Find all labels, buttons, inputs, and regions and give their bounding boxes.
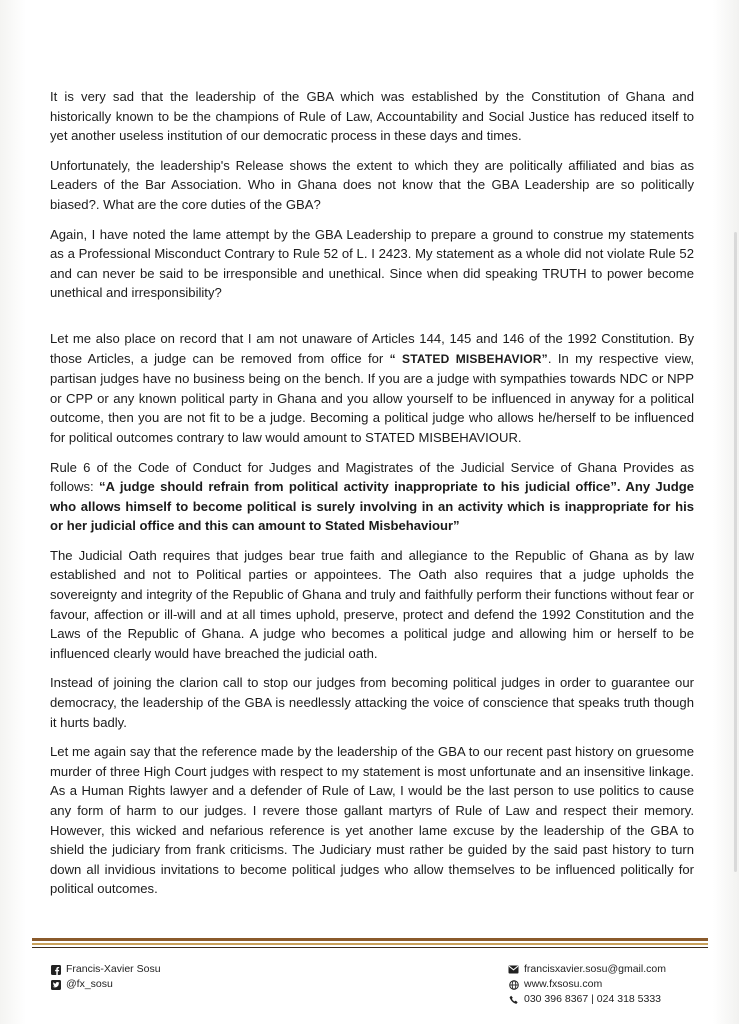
footer-divider-dark [32, 938, 708, 941]
website-url: www.fxsosu.com [524, 978, 603, 990]
footer-divider-gold [32, 943, 708, 945]
paragraph-clarion-call: Instead of joining the clarion call to stop our judges from becoming political judges in order to guarantee our democracy, the leadership of the GBA is needlessly attacking the voice of conscience that speaks truth though it hurts badly. [50, 675, 694, 730]
paragraph-text: . In my respective view, partisan judges have no business being on the bench. If you are a judge with sympathies towards NDC or NPP or CPP or any known political party in Ghana and you allow yourself to be influenced in anyway for a political outcome, then you are not fit to be a judge. Becoming a political judge who allows he/herself to be influenced for political outcomes contrary to law would amount to STATED MISBEHAVIOUR. [50, 350, 695, 445]
scroll-edge [734, 232, 737, 872]
paragraph-text: Rule 6 of the Code of Conduct for Judges and Magistrates of the Judicial Service of Ghana Provides as follows: [50, 459, 694, 495]
twitter-icon [50, 979, 61, 990]
email-address: francisxavier.sosu@gmail.com [524, 963, 666, 975]
paragraph-past-history: Let me again say that the reference made by the leadership of the GBA to our recent past history on gruesome murder of three High Court judges with respect to my statement is most unfortunate and an insensitive linkage. As a Human Rights lawyer and a defender of Rule of Law, I would be the last person to use politics to cause any form of harm to our judges. I revere those gallant martyrs of Rule of Law and respect their memory. However, this wicked and nefarious reference is yet another lame excuse by the leadership of the GBA to shield the judiciary from frank criticisms. The Judiciary must rather be guided by the said past history to turn down all invidious invitations to become political judges who allow themselves to be influenced politically for political outcomes. [50, 744, 694, 897]
website-link[interactable] [508, 977, 666, 992]
paragraph-articles-144-146 [50, 329, 694, 448]
phone-link[interactable] [508, 992, 666, 1007]
footer-contact [508, 962, 666, 1007]
footer-social [50, 962, 161, 992]
footer-divider-thin [32, 947, 708, 948]
paragraph-gba-leadership: It is very sad that the leadership of the GBA which was established by the Constitution of Ghana and historically known to be the champions of Rule of Law, Accountability and Social Justice has reduced itself to yet another useless institution of our democratic process in these days and times. [50, 89, 694, 144]
paragraph-judicial-oath: The Judicial Oath requires that judges bear true faith and allegiance to the Republic of Ghana as by law established and not to Political parties or appointees. The Oath also requires that a judge upholds the sovereignty and integrity of the Republic of Ghana and truly and faithfully perform their functions without fear or favour, affection or ill-will and at all times uphold, preserve, protect and defend the 1992 Constitution and the Laws of the Republic of Ghana. A judge who becomes a political judge and allowing him or herself to be influenced clearly would have breached the judicial oath. [50, 547, 694, 661]
email-link[interactable] [508, 962, 666, 977]
paragraph-political-affiliation: Unfortunately, the leadership's Release shows the extent to which they are politically affiliated and bias as Leaders of the Bar Association. Who in Ghana does not know that the GBA Leadership are so politically biased?. What are the core duties of the GBA? [50, 157, 694, 212]
facebook-name: Francis-Xavier Sosu [66, 963, 161, 975]
paragraph-rule-52: Again, I have noted the lame attempt by the GBA Leadership to prepare a ground to construe my statements as a Professional Misconduct Contrary to Rule 52 of L. I 2423. My statement as a whole did not violate Rule 52 and can never be said to be irresponsible and unethical. Since when did speaking TRUTH to power become unethical and irresponsibility? [50, 226, 694, 301]
facebook-icon [50, 964, 61, 975]
document-body [50, 87, 694, 909]
phone-icon [508, 994, 519, 1005]
email-icon [508, 964, 519, 975]
paragraph-rule-6 [50, 458, 694, 536]
facebook-link[interactable] [50, 962, 161, 977]
stated-misbehavior-emphasis: “ STATED MISBEHAVIOR” [389, 351, 548, 366]
rule-6-quote: “A judge should refrain from political activity inappropriate to his judicial office”. Any Judge who allows himself to become political is surely involving in an activity which is inappropriate for his or her judicial office and this can amount to Stated Misbehaviour” [50, 479, 694, 534]
twitter-link[interactable] [50, 977, 161, 992]
paragraph-text: Let me also place on record that I am not unaware of Articles 144, 145 and 146 of the 1992 Constitution. By those Articles, a judge can be removed from office for [50, 330, 694, 366]
globe-icon [508, 979, 519, 990]
twitter-handle: @fx_sosu [66, 978, 113, 990]
phone-numbers: 030 396 8367 | 024 318 5333 [524, 993, 662, 1005]
